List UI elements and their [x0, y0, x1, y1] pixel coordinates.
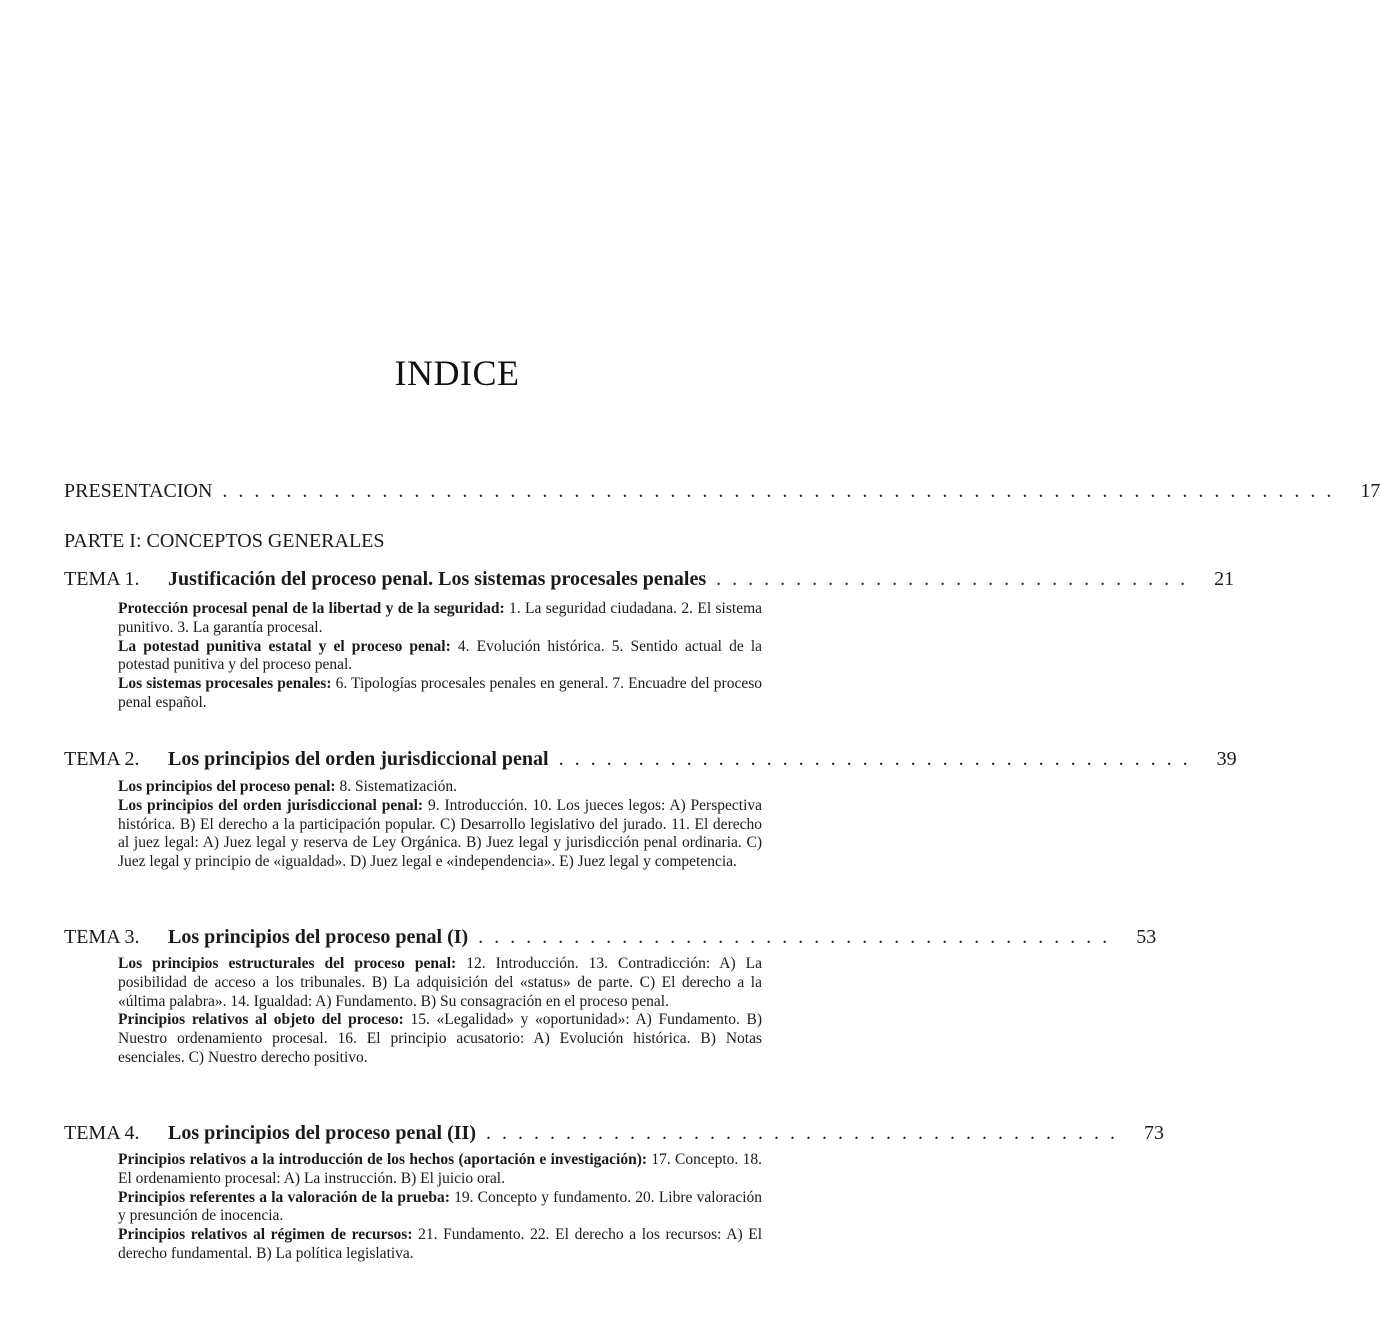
toc-entry-presentacion: [64, 480, 1380, 503]
tema-number: TEMA 4.: [64, 1122, 140, 1144]
tema-2-contents: [118, 778, 762, 872]
dot-leader: . . . . . . . . . . . . . . . . . . . . . . . . . . . . . . . . . . . . . . . .: [486, 1122, 1118, 1144]
section-entry: [118, 1226, 762, 1264]
section-heading: Principios referentes a la valoración de la prueba:: [118, 1188, 450, 1206]
section-entry: [118, 1189, 762, 1227]
section-text: 8. Sistematización.: [339, 778, 457, 795]
section-heading: Los principios del orden jurisdiccional penal:: [118, 796, 424, 814]
dot-leader: . . . . . . . . . . . . . . . . . . . . . . . . . . . . . . . . . . . . . . . .: [478, 926, 1111, 948]
dot-leader: . . . . . . . . . . . . . . . . . . . . . . . . . . . . . . . . . . . . . . . . . . . . . . . . . . . . . . . . . . . . . . . . . . . . . .: [222, 480, 1335, 502]
toc-entry-tema-4: [64, 1122, 1164, 1145]
page-number: 21: [1214, 568, 1235, 590]
tema-4-contents: [118, 1151, 762, 1264]
section-entry: [118, 955, 762, 1011]
tema-title: Justificación del proceso penal. Los sistemas procesales penales: [168, 568, 707, 590]
section-entry: [118, 600, 762, 638]
tema-title: Los principios del proceso penal (II): [168, 1122, 476, 1144]
section-text: 6. Tipologías procesales penales en general. 7. Encuadre del proceso penal español.: [118, 675, 762, 711]
page-number: 73: [1144, 1122, 1164, 1144]
tema-3-contents: [118, 955, 762, 1068]
dot-leader: . . . . . . . . . . . . . . . . . . . . . . . . . . . . . . . . . . . . . . . .: [558, 748, 1191, 770]
dot-leader: . . . . . . . . . . . . . . . . . . . . . . . . . . . . . .: [716, 568, 1189, 590]
tema-1-contents: [118, 600, 762, 713]
section-entry: [118, 638, 762, 676]
toc-entry-tema-3: [64, 926, 1157, 949]
section-entry: [118, 1011, 762, 1067]
tema-number: TEMA 2.: [64, 748, 140, 770]
section-entry: [118, 778, 762, 797]
section-heading: Protección procesal penal de la libertad y de la seguridad:: [118, 600, 505, 617]
section-text: 9. Introducción. 10. Los jueces legos: A) Perspectiva histórica. B) El derecho a la participación popular. C) Desarrollo legislativo del jurado. 11. El derecho al juez legal: A) Juez legal y reserva de Ley Orgánica. B) Juez legal y jurisdicción penal ordinaria. C) Juez legal y principio de «igualdad». D) Juez legal e «independencia». E) Juez legal y competencia.: [118, 796, 763, 871]
section-text: 17. Concepto. 18. El ordenamiento procesal: A) La instrucción. B) El juicio oral.: [118, 1151, 762, 1187]
section-entry: [118, 675, 762, 713]
section-heading: Los principios del proceso penal:: [118, 778, 336, 795]
part-heading: PARTE I: CONCEPTOS GENERALES: [64, 530, 385, 552]
tema-number: TEMA 1.: [64, 568, 140, 590]
section-text: 1. La seguridad ciudadana. 2. El sistema punitivo. 3. La garantía procesal.: [118, 600, 763, 636]
section-heading: Principios relativos a la introducción de los hechos (aportación e investigación):: [118, 1151, 648, 1168]
section-text: 4. Evolución histórica. 5. Sentido actual de la potestad punitiva y del proceso penal.: [118, 637, 762, 674]
section-entry: [118, 1151, 762, 1189]
entry-label: PRESENTACION: [64, 480, 213, 502]
tema-title: Los principios del proceso penal (I): [168, 926, 469, 948]
section-heading: La potestad punitiva estatal y el proceso penal:: [118, 637, 451, 655]
section-text: 19. Concepto y fundamento. 20. Libre valoración y presunción de inocencia.: [118, 1188, 763, 1225]
section-heading: Los sistemas procesales penales:: [118, 675, 332, 693]
section-text: 15. «Legalidad» y «oportunidad»: A) Fundamento. B) Nuestro ordenamiento procesal. 16. El principio acusatorio: A) Evolución histórica. B) Notas esenciales. C) Nuestro derecho positivo.: [118, 1011, 762, 1066]
section-text: 12. Introducción. 13. Contradicción: A) La posibilidad de acceso a los tribunales. B) La adquisición del «status» de parte. C) El derecho a la «última palabra». 14. Igualdad: A) Fundamento. B) Su consagración en el proceso penal.: [118, 955, 762, 1010]
section-text: 21. Fundamento. 22. El derecho a los recursos: A) El derecho fundamental. B) La política legislativa.: [118, 1226, 763, 1262]
page-number: 17: [1360, 480, 1380, 502]
section-heading: Los principios estructurales del proceso penal:: [118, 955, 457, 972]
section-entry: [118, 797, 762, 872]
toc-entry-tema-2: [64, 748, 1237, 771]
tema-number: TEMA 3.: [64, 926, 140, 948]
tema-title: Los principios del orden jurisdiccional penal: [168, 748, 549, 770]
section-heading: Principios relativos al objeto del proceso:: [118, 1011, 404, 1029]
section-heading: Principios relativos al régimen de recursos:: [118, 1226, 413, 1244]
page-number: 39: [1216, 748, 1237, 770]
page-number: 53: [1136, 926, 1157, 948]
toc-entry-tema-1: [64, 568, 1235, 591]
page-title: INDICE: [394, 353, 520, 393]
